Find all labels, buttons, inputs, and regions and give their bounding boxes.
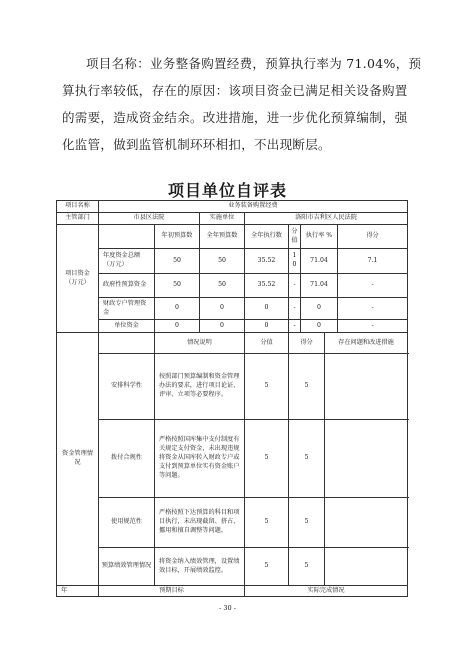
mgmt-issues — [325, 420, 408, 498]
mgmt-header-issues: 存在问题和改进措施 — [325, 333, 408, 354]
dept-label: 主管部门 — [57, 213, 99, 225]
fund-cell: - — [289, 274, 301, 298]
dept-value: 市县区法院 — [99, 213, 200, 225]
mgmt-item: 使用规范性 — [99, 498, 155, 548]
mgmt-desc: 严格按照下达预算的科目和项目执行，未出现截留、挤占、挪用和擅自调整等问题。 — [155, 498, 245, 548]
mgmt-item: 预算绩效管理情况 — [99, 548, 155, 586]
fund-row-label: 年度资金总额（万元） — [99, 249, 155, 274]
mgmt-issues — [325, 498, 408, 548]
bottom-label: 年 — [57, 586, 99, 597]
fund-row-label: 单位资金 — [99, 320, 155, 333]
table-row — [57, 274, 408, 298]
impl-label: 实施单位 — [200, 213, 245, 225]
page-number: - 30 - — [219, 604, 236, 612]
table-row — [57, 213, 408, 225]
mgmt-score: 5 — [289, 548, 325, 586]
fund-cell: 35.52 — [245, 249, 289, 274]
mgmt-item: 安排科学性 — [99, 354, 155, 420]
paragraph-line: 化监管，做到监管机制环环相扣，不出现断层。 — [62, 137, 331, 152]
fund-header-score: 得分 — [338, 225, 408, 249]
mgmt-issues — [325, 354, 408, 420]
table-row — [57, 320, 408, 333]
table-row — [57, 420, 408, 498]
mgmt-score: 5 — [289, 354, 325, 420]
table-row — [57, 249, 408, 274]
project-name-value: 业务装备购置经费 — [99, 201, 408, 213]
mgmt-header-desc: 情况说明 — [155, 333, 245, 354]
mgmt-weight: 5 — [245, 420, 289, 498]
mgmt-desc: 严格按照国库集中支付制度有关规定支付资金，未出现违规将资金从国库转入财政专户或支付到预算单位实有资金账户等问题。 — [155, 420, 245, 498]
paragraph-line: 项目名称：业务整备购置经费，预算执行率为 71.04%，预 — [86, 56, 422, 71]
summary-paragraph — [62, 50, 422, 158]
mgmt-item: 拨付合规性 — [99, 420, 155, 498]
fund-cell: 35.52 — [245, 274, 289, 298]
fund-cell: 71.04 — [301, 249, 338, 274]
paragraph-line: 的需要，造成资金结余。改进措施，进一步优化预算编制，强 — [62, 110, 408, 125]
fund-cell: 0 — [245, 298, 289, 320]
fund-header-weight: 分值 — [289, 225, 301, 249]
mgmt-weight: 5 — [245, 354, 289, 420]
mgmt-weight: 5 — [245, 548, 289, 586]
mgmt-desc: 将资金纳入绩效管理，设置绩效目标，开展绩效监控。 — [155, 548, 245, 586]
fund-header-rate: 执行率 % — [301, 225, 338, 249]
table-row — [57, 498, 408, 548]
mgmt-header-blank — [99, 333, 155, 354]
fund-cell: 0 — [155, 320, 200, 333]
table-row — [57, 586, 408, 597]
fund-cell: 50 — [155, 274, 200, 298]
fund-cell: 7.1 — [338, 249, 408, 274]
table-title: 项目单位自评表 — [167, 181, 287, 200]
fund-row-label: 政府性预算资金 — [99, 274, 155, 298]
project-name-label: 项目名称 — [57, 201, 99, 213]
fund-cell: 50 — [200, 249, 245, 274]
fund-cell: 50 — [155, 249, 200, 274]
fund-section-label: 项目资金（万元） — [57, 225, 99, 333]
self-evaluation-table — [56, 200, 408, 597]
table-row — [57, 298, 408, 320]
fund-cell: 71.04 — [301, 274, 338, 298]
fund-cell: - — [289, 298, 301, 320]
fund-cell: - — [338, 274, 408, 298]
fund-cell: 10 — [289, 249, 301, 274]
bottom-actual: 实际完成情况 — [245, 586, 408, 597]
fund-cell: - — [338, 320, 408, 333]
fund-cell: - — [289, 320, 301, 333]
table-row — [57, 548, 408, 586]
fund-cell: 0 — [301, 298, 338, 320]
fund-row-label: 财政专户管理资金 — [99, 298, 155, 320]
mgmt-desc: 按照部门预算编制和资金管理办法的要求，进行项目论证、评审、立项等必要程序。 — [155, 354, 245, 420]
bottom-expected: 预期目标 — [99, 586, 245, 597]
paragraph-line: 算执行率较低，存在的原因：该项目资金已满足相关设备购置 — [62, 83, 408, 98]
table-row — [57, 225, 408, 249]
mgmt-section-label: 资金管理情况 — [57, 333, 99, 586]
impl-value: 洛阳市吉利区人民法院 — [245, 213, 408, 225]
mgmt-header-score: 得分 — [289, 333, 325, 354]
fund-header-full: 全年预算数 — [200, 225, 245, 249]
fund-header-blank — [99, 225, 155, 249]
mgmt-score: 5 — [289, 420, 325, 498]
fund-cell: 0 — [155, 298, 200, 320]
table-row — [57, 354, 408, 420]
fund-cell: 0 — [200, 320, 245, 333]
mgmt-score: 5 — [289, 498, 325, 548]
mgmt-issues — [325, 548, 408, 586]
fund-cell: - — [338, 298, 408, 320]
fund-cell: 0 — [301, 320, 338, 333]
mgmt-weight: 5 — [245, 498, 289, 548]
fund-header-exec: 全年执行数 — [245, 225, 289, 249]
fund-cell: 0 — [200, 298, 245, 320]
fund-cell: 50 — [200, 274, 245, 298]
table-row — [57, 333, 408, 354]
mgmt-header-weight: 分值 — [245, 333, 289, 354]
table-row — [57, 201, 408, 213]
fund-header-annual: 年初预算数 — [155, 225, 200, 249]
fund-cell: 0 — [245, 320, 289, 333]
